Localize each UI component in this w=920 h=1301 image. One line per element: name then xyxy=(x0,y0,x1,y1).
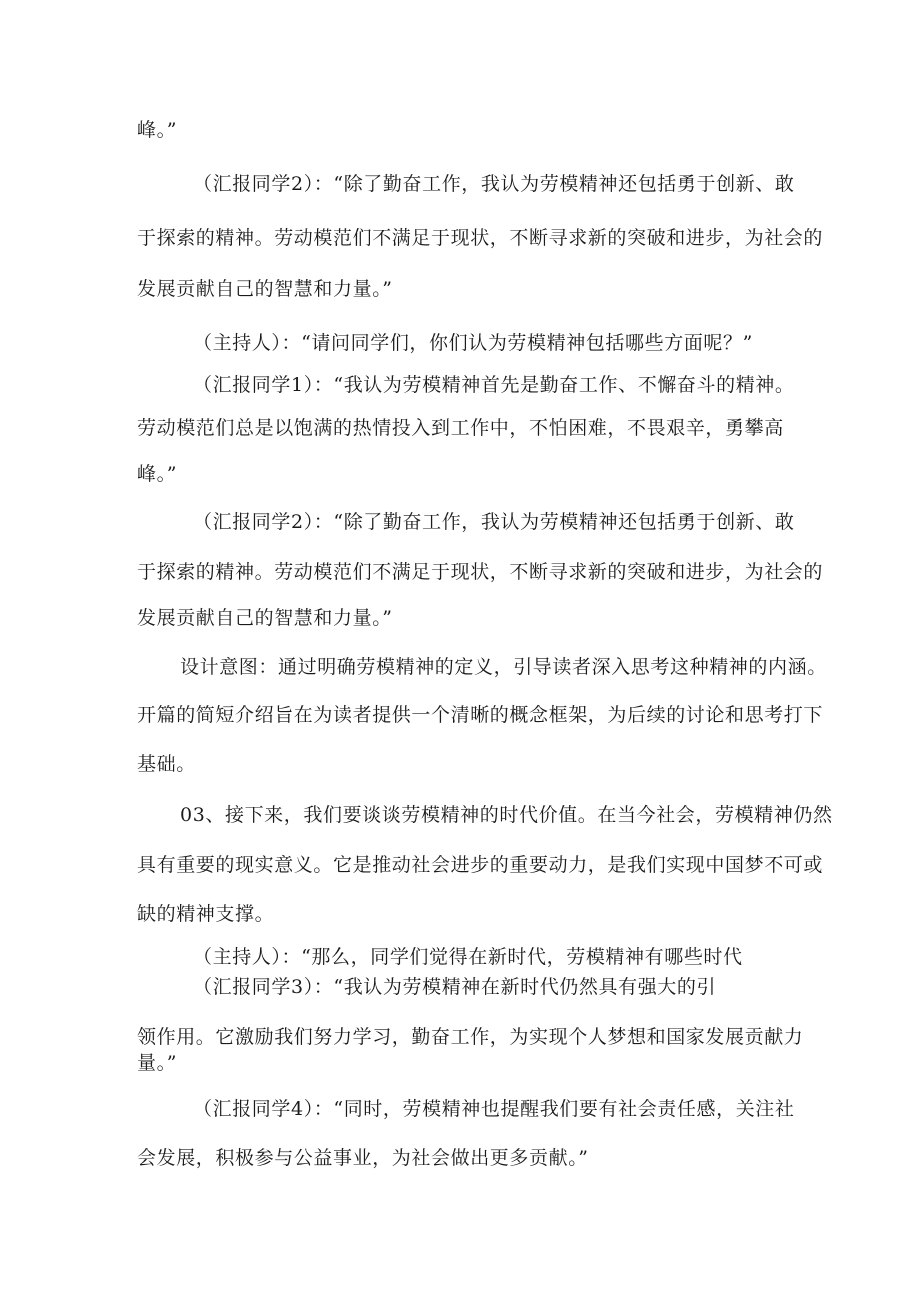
text-line: 发展贡献自己的智慧和力量。” xyxy=(137,278,393,300)
text-line: 发展贡献自己的智慧和力量。” xyxy=(137,607,393,629)
text-line: 会发展，积极参与公益事业，为社会做出更多贡献。” xyxy=(137,1147,589,1169)
text-line: 峰。” xyxy=(137,463,178,485)
text-line: 劳动模范们总是以饱满的热情投入到工作中，不怕困难，不畏艰辛，勇攀高 xyxy=(137,417,784,439)
text-line: （汇报同学3）：“我认为劳模精神在新时代仍然具有强大的引 xyxy=(193,976,717,998)
text-line: （汇报同学4）：“同时，劳模精神也提醒我们要有社会责任感，关注社 xyxy=(193,1098,795,1120)
text-line: 开篇的简短介绍旨在为读者提供一个清晰的概念框架，为后续的讨论和思考打下 xyxy=(137,704,824,726)
text-line: 量。” xyxy=(137,1052,178,1074)
text-line: （主持人）：“请问同学们，你们认为劳模精神包括哪些方面呢？” xyxy=(193,332,753,354)
text-line: （主持人）：“那么，同学们觉得在新时代，劳模精神有哪些时代 xyxy=(193,946,743,968)
text-line: 峰。” xyxy=(137,119,178,141)
text-line: 03、接下来，我们要谈谈劳模精神的时代价值。在当今社会，劳模精神仍然 xyxy=(180,804,833,826)
text-line: 于探索的精神。劳动模范们不满足于现状，不断寻求新的突破和进步，为社会的 xyxy=(137,227,824,249)
text-line: 缺的精神支撑。 xyxy=(137,903,275,925)
text-line: 领作用。它激励我们努力学习，勤奋工作，为实现个人梦想和国家发展贡献力 xyxy=(137,1026,804,1048)
text-line: 于探索的精神。劳动模范们不满足于现状，不断寻求新的突破和进步，为社会的 xyxy=(137,561,824,583)
text-line: 设计意图：通过明确劳模精神的定义，引导读者深入思考这种精神的内涵。 xyxy=(180,656,827,678)
text-line: （汇报同学2）：“除了勤奋工作，我认为劳模精神还包括勇于创新、敢 xyxy=(193,511,795,533)
text-line: （汇报同学2）：“除了勤奋工作，我认为劳模精神还包括勇于创新、敢 xyxy=(193,173,795,195)
text-line: （汇报同学1）：“我认为劳模精神首先是勤奋工作、不懈奋斗的精神。 xyxy=(193,374,795,396)
text-line: 具有重要的现实意义。它是推动社会进步的重要动力，是我们实现中国梦不可或 xyxy=(137,854,824,876)
text-line: 基础。 xyxy=(137,753,196,775)
